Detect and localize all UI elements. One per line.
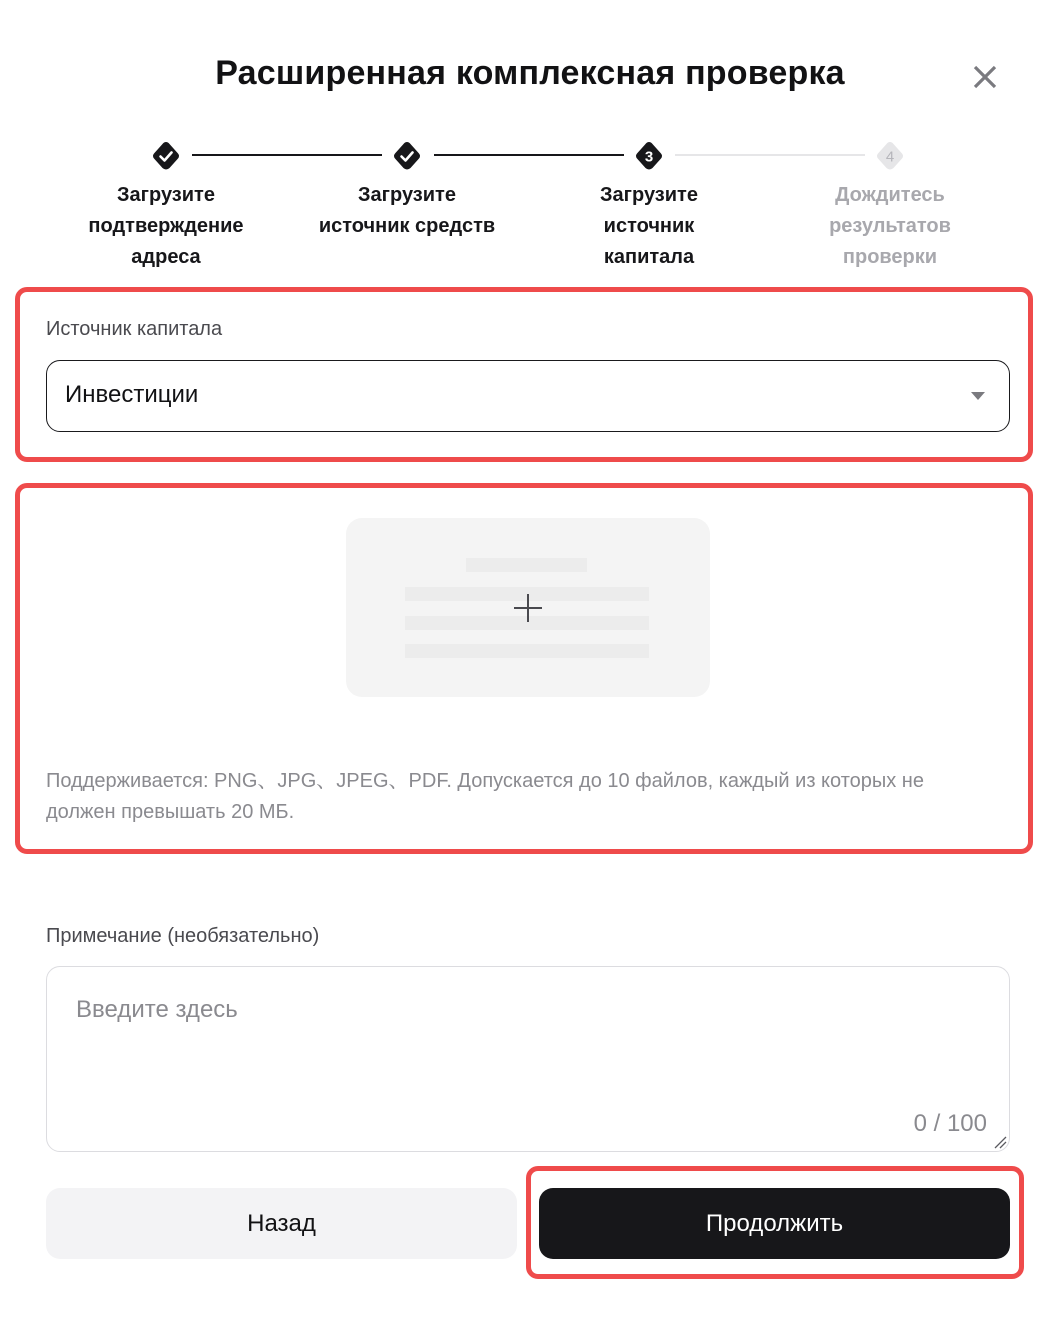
continue-button[interactable]: Продолжить [539,1188,1010,1259]
step-connector-3 [675,154,865,156]
step-2-check-icon [392,141,422,171]
note-placeholder: Введите здесь [76,996,238,1023]
note-textarea[interactable] [46,966,1010,1152]
step-3-label: Загрузите источник капитала [600,184,698,268]
note-label: Примечание (необязательно) [46,925,320,947]
step-connector-2 [434,154,624,156]
back-button[interactable]: Назад [46,1188,517,1259]
capital-source-label: Источник капитала [46,318,223,340]
step-2-label: Загрузите источник средств [318,184,496,237]
placeholder-doc-line [405,644,649,658]
placeholder-doc-line [466,558,587,572]
capital-source-select[interactable] [46,360,1010,432]
step-connector-1 [192,154,382,156]
caret-down-icon [971,392,985,400]
step-1-check-icon [151,141,181,171]
capital-source-value: Инвестиции [65,381,199,408]
svg-text:4: 4 [885,148,895,166]
upload-hint: Поддерживается: PNG、JPG、JPEG、PDF. Допускается до 10 файлов, каждый из которых не должен превышать 20 МБ. [46,770,924,823]
close-button[interactable] [968,60,1002,94]
dialog-title: Расширенная комплексная проверка [215,54,845,92]
step-1-label: Загрузите подтверждение адреса [88,184,244,268]
step-3-number-icon [634,141,664,171]
note-char-counter: 0 / 100 [913,1110,987,1137]
svg-text:3: 3 [644,148,654,166]
resize-handle-icon[interactable] [993,1135,1007,1149]
step-4-label: Дождитесь результатов проверки [829,184,951,268]
close-icon [968,60,1002,94]
step-4-number-icon [875,141,905,171]
